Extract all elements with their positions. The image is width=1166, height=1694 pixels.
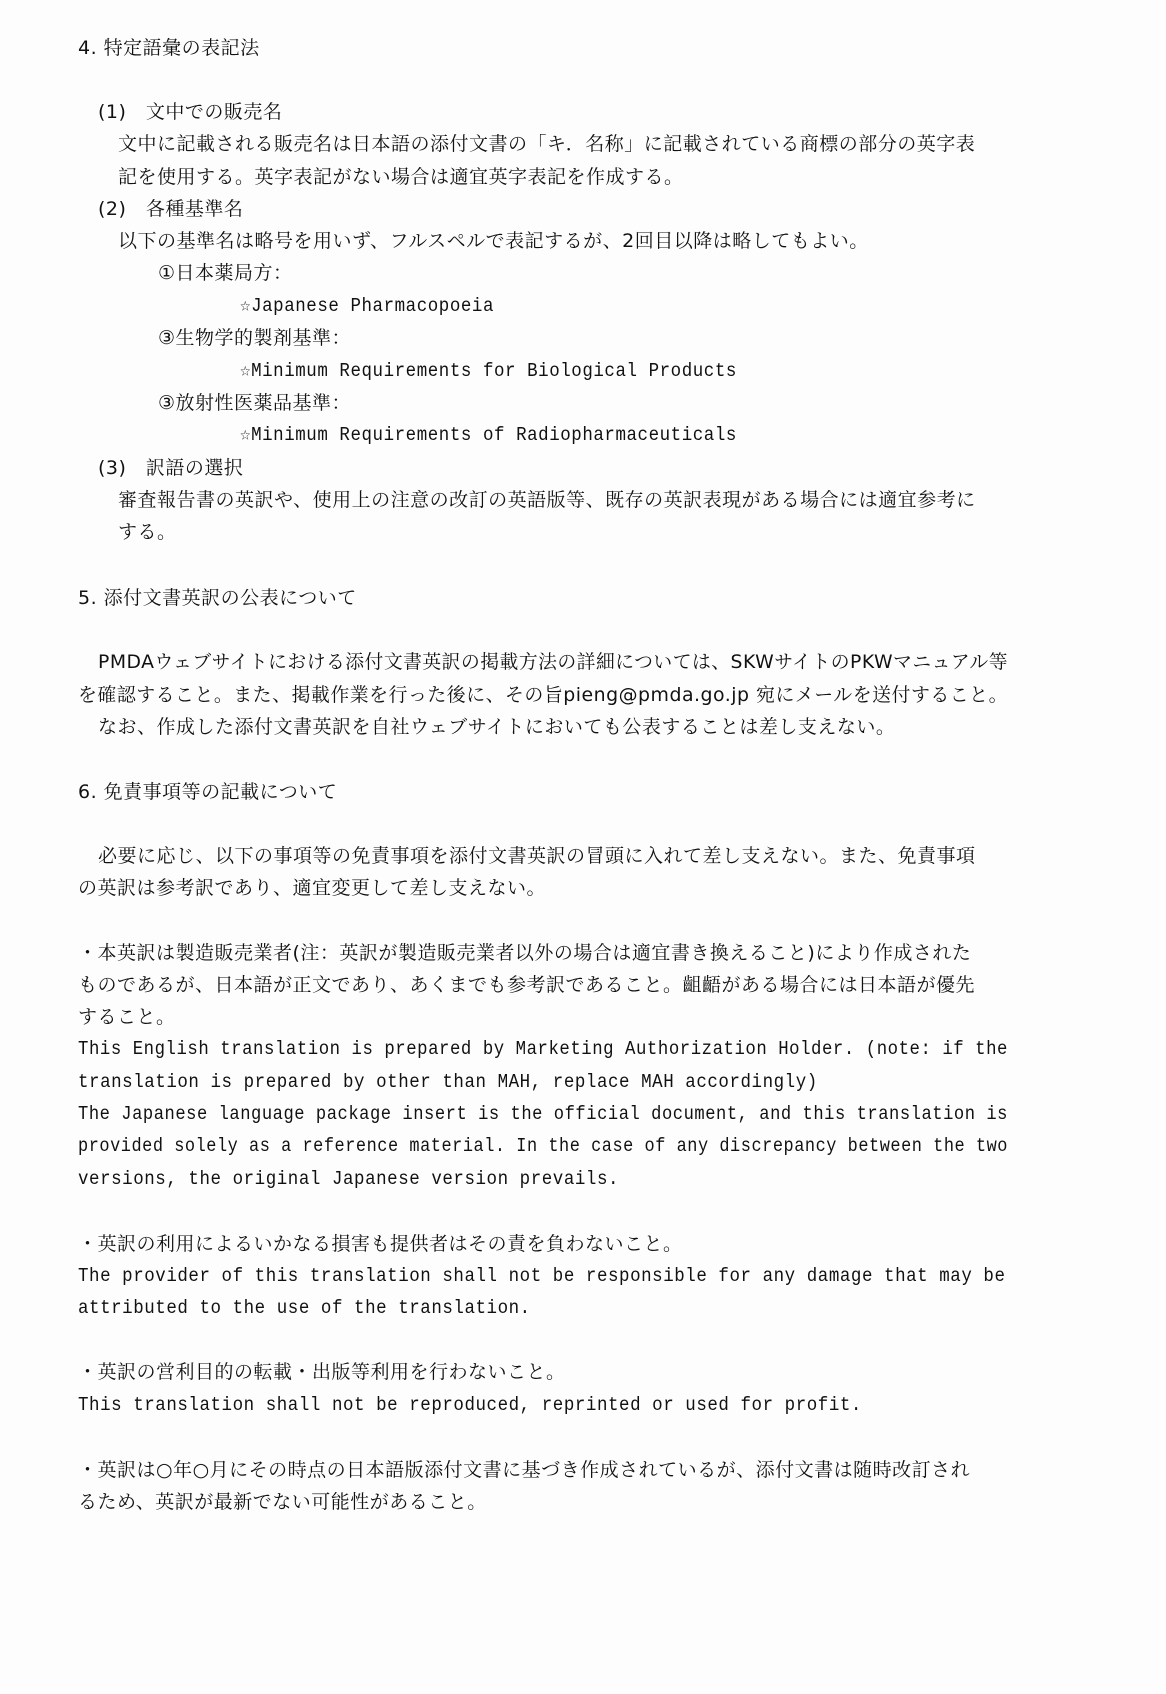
standard-name-en: ☆Japanese Pharmacopoeia	[240, 295, 495, 317]
subsection-4-2-body: 以下の基準名は略号を用いず、フルスペルで表記するが、2回目以降は略してもよい。	[118, 230, 869, 252]
standard-name-en: ☆Minimum Requirements of Radiopharmaceuticals	[240, 424, 737, 446]
standard-name-ja: ③放射性医薬品基準：	[158, 392, 352, 414]
section-5-body-line: PMDAウェブサイトにおける添付文書英訳の掲載方法の詳細については、SKWサイトのPKWマニュアル等	[98, 651, 1008, 673]
disclaimer-en-line: This translation shall not be reproduced, reprinted or used for profit.	[78, 1394, 862, 1416]
disclaimer-ja-line: ・英訳は○年○月にその時点の日本語版添付文書に基づき作成されているが、添付文書は随時改訂され	[78, 1459, 971, 1481]
disclaimer-ja-line: ・本英訳は製造販売業者(注：英訳が製造販売業者以外の場合は適宜書き換えること)により作成された	[78, 942, 972, 964]
disclaimer-en-line: This English translation is prepared by Marketing Authorization Holder. (note: if the	[78, 1038, 1008, 1060]
disclaimer-en-line: versions, the original Japanese version prevails.	[78, 1168, 620, 1190]
section-4-heading: 4. 特定語彙の表記法	[78, 37, 260, 59]
subsection-4-3-body-line: 審査報告書の英訳や、使用上の注意の改訂の英語版等、既存の英訳表現がある場合には適宜参考に	[118, 489, 976, 511]
subsection-4-1-body-line: 記を使用する。英字表記がない場合は適宜英字表記を作成する。	[118, 166, 684, 188]
subsection-4-3-heading: (3) 訳語の選択	[98, 457, 244, 479]
subsection-4-2-heading: (2) 各種基準名	[98, 198, 244, 220]
disclaimer-ja-line: ・英訳の営利目的の転載・出版等利用を行わないこと。	[78, 1361, 566, 1383]
subsection-4-1-heading: (1) 文中での販売名	[98, 101, 283, 123]
disclaimer-ja-line: るため、英訳が最新でない可能性があること。	[78, 1491, 487, 1513]
disclaimer-en-line: provided solely as a reference material. In the case of any discrepancy between the two	[78, 1135, 1008, 1157]
subsection-4-3-body-line: する。	[118, 521, 177, 543]
standard-name-ja: ③生物学的製剤基準：	[158, 327, 352, 349]
section-5-body-line: なお、作成した添付文書英訳を自社ウェブサイトにおいても公表することは差し支えない。	[98, 716, 896, 738]
section-5-heading: 5. 添付文書英訳の公表について	[78, 587, 357, 609]
disclaimer-en-line: attributed to the use of the translation.	[78, 1297, 531, 1319]
section-5-body-line: を確認すること。また、掲載作業を行った後に、その旨pieng@pmda.go.jp 宛にメールを送付すること。	[78, 684, 1008, 706]
disclaimer-ja-line: すること。	[78, 1006, 176, 1028]
disclaimer-en-line: translation is prepared by other than MAH, replace MAH accordingly)	[78, 1071, 818, 1093]
section-6-intro-line: 必要に応じ、以下の事項等の免責事項を添付文書英訳の冒頭に入れて差し支えない。また、免責事項	[98, 845, 976, 867]
standard-name-en: ☆Minimum Requirements for Biological Products	[240, 360, 737, 382]
subsection-4-1-body-line: 文中に記載される販売名は日本語の添付文書の「キ．名称」に記載されている商標の部分の英字表	[118, 133, 976, 155]
disclaimer-en-line: The Japanese language package insert is the official document, and this translation is	[78, 1103, 1008, 1125]
disclaimer-ja-line: ・英訳の利用によるいかなる損害も提供者はその責を負わないこと。	[78, 1233, 683, 1255]
disclaimer-en-line: The provider of this translation shall not be responsible for any damage that may be	[78, 1265, 1006, 1287]
disclaimer-ja-line: ものであるが、日本語が正文であり、あくまでも参考訳であること。齟齬がある場合には日本語が優先	[78, 974, 976, 996]
section-6-intro-line: の英訳は参考訳であり、適宜変更して差し支えない。	[78, 877, 547, 899]
section-6-heading: 6. 免責事項等の記載について	[78, 781, 338, 803]
standard-name-ja: ①日本薬局方：	[158, 262, 293, 284]
